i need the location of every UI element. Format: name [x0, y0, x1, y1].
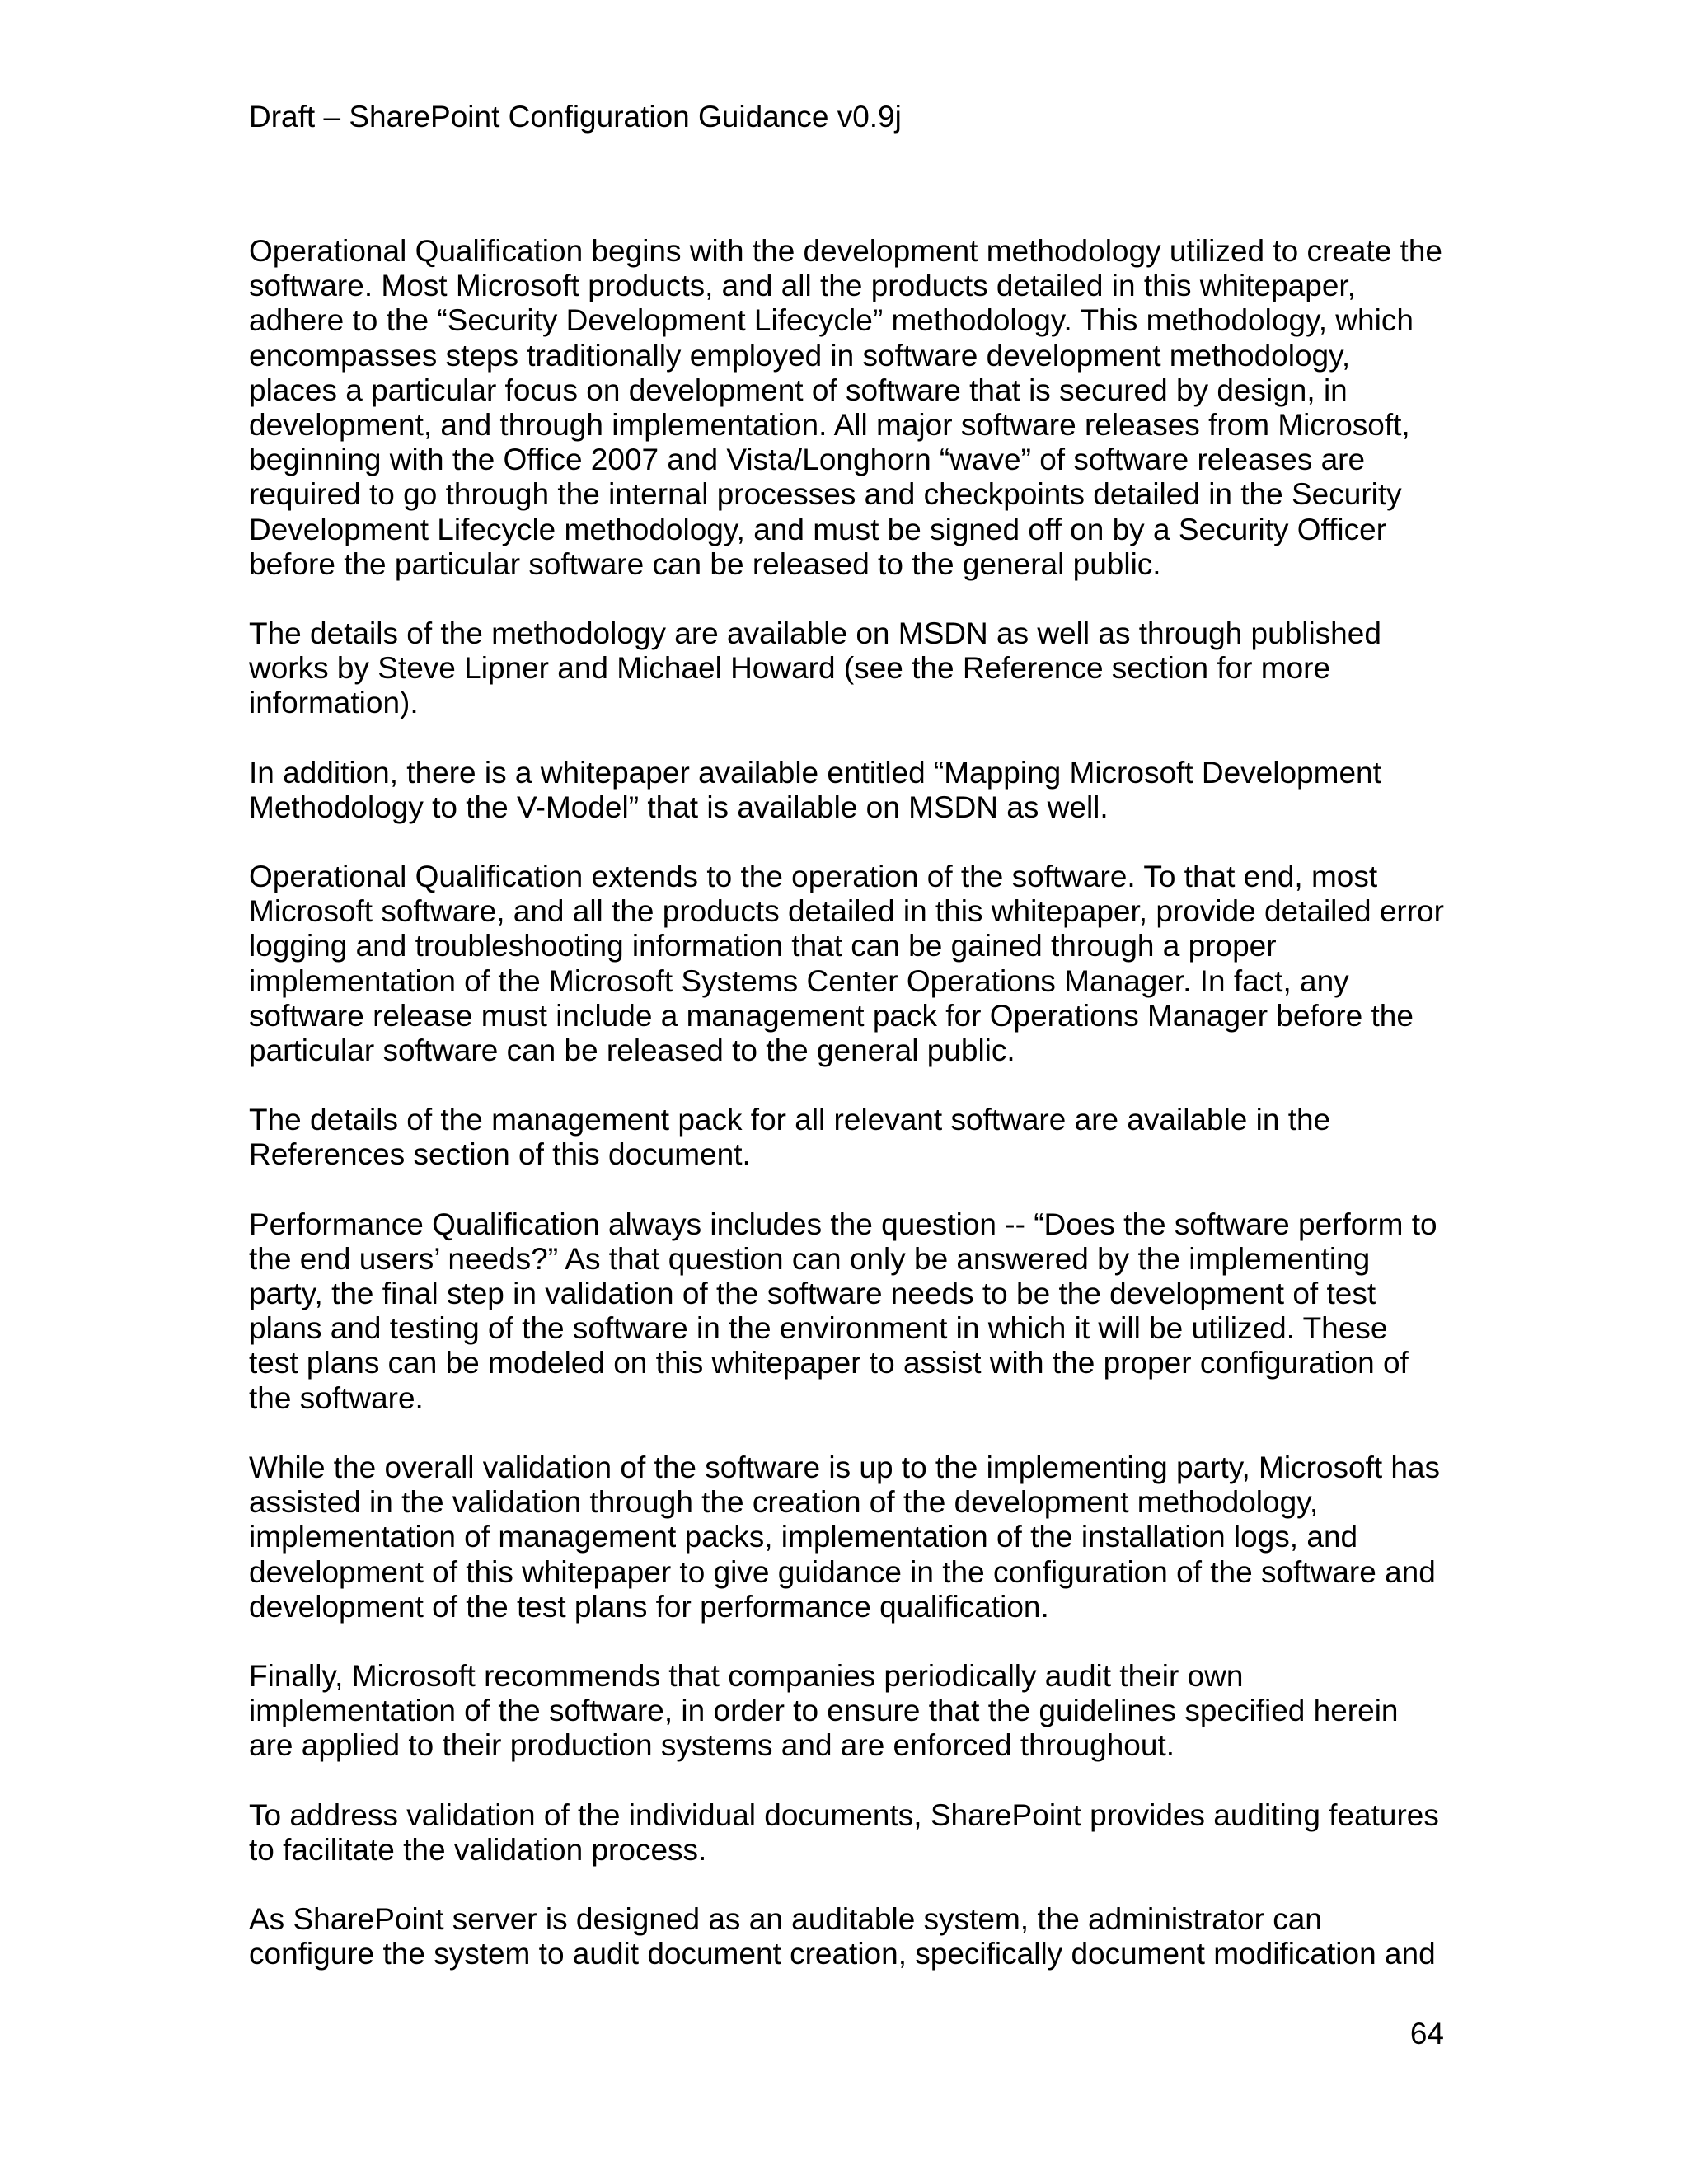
text-line: Operational Qualification begins with the development methodology utilized to create the — [249, 234, 1442, 268]
text-line: are applied to their production systems and are enforced throughout. — [249, 1728, 1175, 1763]
text-line: software. Most Microsoft products, and all the products detailed in this whitepaper, — [249, 269, 1356, 303]
paragraph — [249, 1451, 1452, 1624]
text-line: To address validation of the individual documents, SharePoint provides auditing features — [249, 1797, 1439, 1832]
text-line: test plans can be modeled on this whitepaper to assist with the proper configuration of — [249, 1346, 1409, 1380]
text-line: The details of the methodology are available on MSDN as well as through published — [249, 616, 1381, 651]
text-line: implementation of the Microsoft Systems Center Operations Manager. In fact, any — [249, 963, 1349, 998]
text-line: plans and testing of the software in the environment in which it will be utilized. These — [249, 1311, 1388, 1346]
text-line: places a particular focus on development of software that is secured by design, in — [249, 373, 1348, 407]
paragraph — [249, 860, 1452, 1068]
text-line: to facilitate the validation process. — [249, 1832, 707, 1867]
body-text — [249, 234, 1452, 2006]
text-line: particular software can be released to the general public. — [249, 1033, 1015, 1068]
text-line: Operational Qualification extends to the operation of the software. To that end, most — [249, 860, 1378, 894]
text-line: encompasses steps traditionally employed in software development methodology, — [249, 338, 1351, 373]
text-line: Finally, Microsoft recommends that companies periodically audit their own — [249, 1658, 1244, 1693]
paragraph — [249, 756, 1452, 825]
text-line: development, and through implementation. All major software releases from Microsoft, — [249, 408, 1410, 443]
text-line: configure the system to audit document creation, specifically document modification and — [249, 1937, 1436, 1971]
text-line: Microsoft software, and all the products detailed in this whitepaper, provide detailed error — [249, 894, 1444, 929]
text-line: As SharePoint server is designed as an auditable system, the administrator can — [249, 1901, 1322, 1936]
text-line: works by Steve Lipner and Michael Howard (see the Reference section for more — [249, 651, 1331, 686]
text-line: Development Lifecycle methodology, and must be signed off on by a Security Officer — [249, 512, 1387, 546]
text-line: the end users’ needs?” As that question can only be answered by the implementing — [249, 1241, 1371, 1276]
text-line: implementation of the software, in order to ensure that the guidelines specified herein — [249, 1694, 1399, 1728]
text-line: logging and troubleshooting information that can be gained through a proper — [249, 929, 1277, 963]
text-line: References section of this document. — [249, 1137, 751, 1172]
text-line: Methodology to the V-Model” that is available on MSDN as well. — [249, 790, 1109, 824]
paragraph — [249, 1103, 1452, 1172]
paragraph — [249, 1902, 1452, 1971]
text-line: the software. — [249, 1380, 424, 1415]
running-header: Draft – SharePoint Configuration Guidance v0.9j — [249, 100, 902, 134]
page-number: 64 — [1409, 2017, 1444, 2050]
paragraph — [249, 616, 1452, 721]
text-line: While the overall validation of the software is up to the implementing party, Microsoft has — [249, 1450, 1441, 1484]
text-line: software release must include a management pack for Operations Manager before the — [249, 998, 1414, 1033]
text-line: adhere to the “Security Development Lifecycle” methodology. This methodology, which — [249, 303, 1414, 338]
text-line: implementation of management packs, implementation of the installation logs, and — [249, 1520, 1358, 1554]
text-line: beginning with the Office 2007 and Vista/Longhorn “wave” of software releases are — [249, 443, 1366, 477]
text-line: In addition, there is a whitepaper available entitled “Mapping Microsoft Development — [249, 755, 1381, 790]
text-line: The details of the management pack for all relevant software are available in the — [249, 1103, 1331, 1137]
paragraph — [249, 1207, 1452, 1416]
text-line: information). — [249, 686, 419, 720]
text-line: development of the test plans for performance qualification. — [249, 1589, 1049, 1624]
text-line: Performance Qualification always includes the question -- “Does the software perform to — [249, 1207, 1437, 1241]
paragraph — [249, 1659, 1452, 1764]
paragraph — [249, 234, 1452, 582]
text-line: party, the final step in validation of the software needs to be the development of test — [249, 1277, 1376, 1311]
text-line: development of this whitepaper to give guidance in the configuration of the software and — [249, 1554, 1436, 1589]
text-line: required to go through the internal processes and checkpoints detailed in the Security — [249, 477, 1402, 512]
text-line: assisted in the validation through the creation of the development methodology, — [249, 1485, 1319, 1520]
paragraph — [249, 1798, 1452, 1868]
text-line: before the particular software can be released to the general public. — [249, 546, 1161, 581]
